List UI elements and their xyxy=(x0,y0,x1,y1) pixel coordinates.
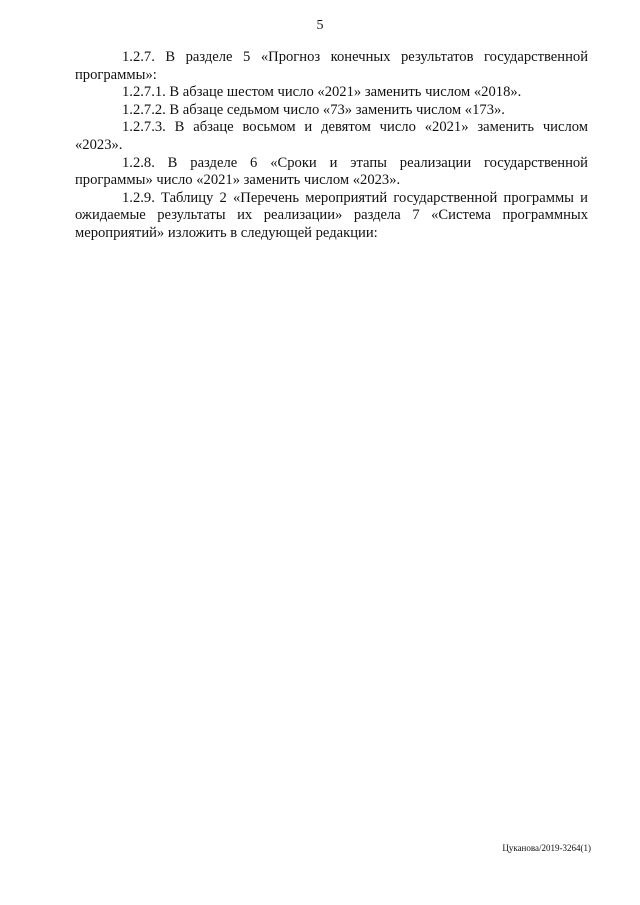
paragraph-1-2-7-1: 1.2.7.1. В абзаце шестом число «2021» заменить числом «2018». xyxy=(122,84,522,101)
paragraph-1-2-9: 1.2.9. Таблицу 2 «Перечень мероприятий государственной программы и ожидаемые результаты их реализации» раздела 7 «Система программных мероприятий» изложить в следующей редакции: xyxy=(75,189,588,241)
document-body xyxy=(75,49,588,243)
page-number: 5 xyxy=(316,18,324,33)
paragraph-1-2-8: 1.2.8. В разделе 6 «Сроки и этапы реализации государственной программы» число «2021» заменить числом «2023». xyxy=(75,154,588,189)
document-footer-code: Цуканова/2019-3264(1) xyxy=(502,843,591,853)
paragraph-1-2-7-3: 1.2.7.3. В абзаце восьмом и девятом число «2021» заменить числом «2023». xyxy=(75,119,588,153)
paragraph-1-2-7-2: 1.2.7.2. В абзаце седьмом число «73» заменить числом «173». xyxy=(122,101,505,118)
paragraph-1-2-7: 1.2.7. В разделе 5 «Прогноз конечных результатов государственной программы»: xyxy=(75,49,588,83)
